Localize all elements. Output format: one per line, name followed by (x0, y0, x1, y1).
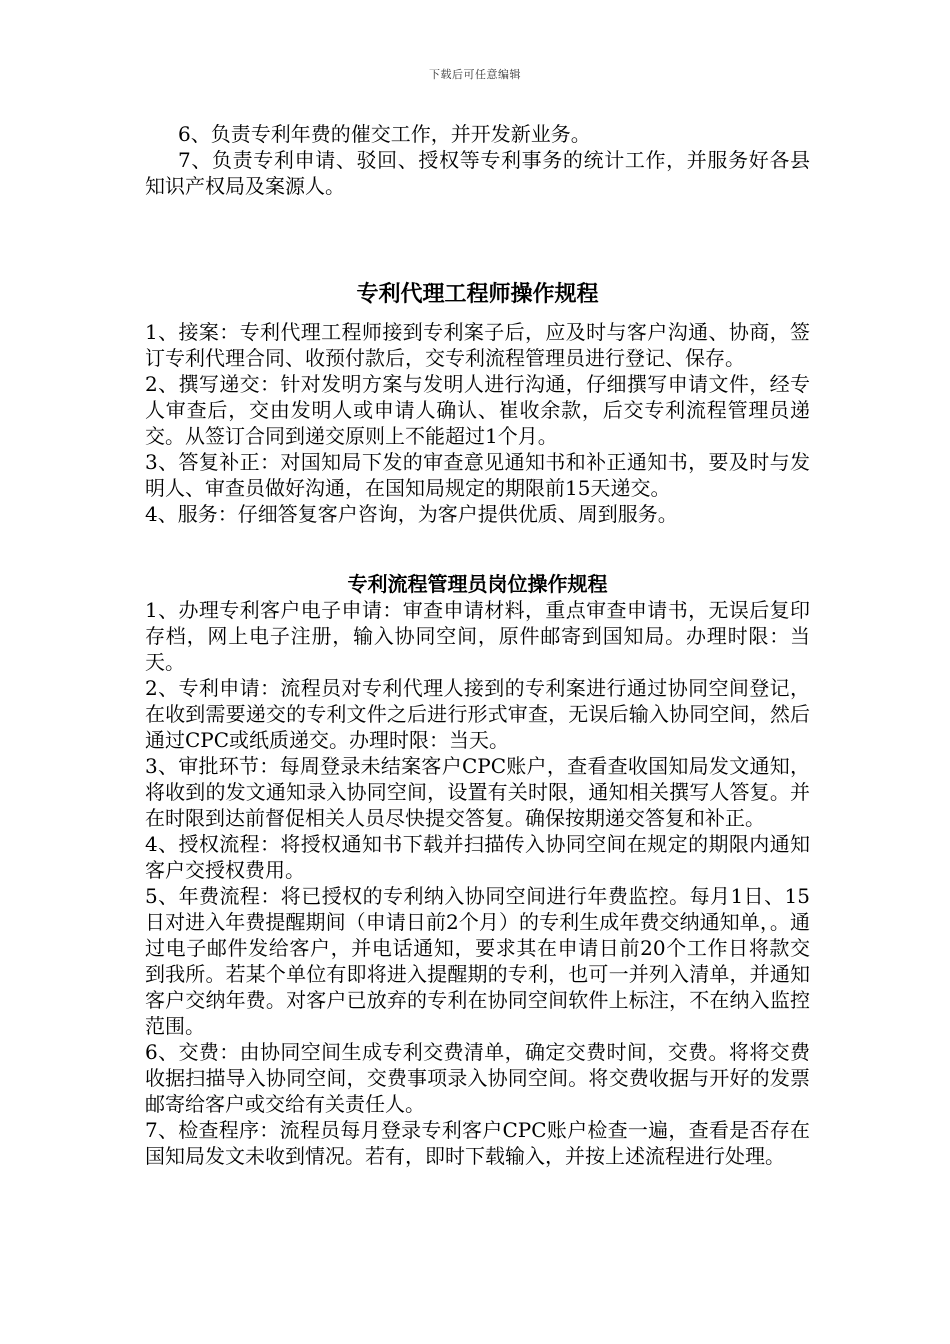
intro-item-7: 7、负责专利申请、驳回、授权等专利事务的统计工作，并服务好各县知识产权局及案源人。 (145, 148, 810, 198)
section2-item-4: 4、授权流程：将授权通知书下载并扫描传入协同空间在规定的期限内通知客户交授权费用。 (145, 832, 810, 882)
section1-item-3: 3、答复补正：对国知局下发的审查意见通知书和补正通知书，要及时与发明人、审查员做好沟通，在国知局规定的期限前15天递交。 (145, 450, 810, 500)
section2-item-6: 6、交费：由协同空间生成专利交费清单，确定交费时间，交费。将将交费收据扫描导入协同空间，交费事项录入协同空间。将交费收据与开好的发票邮寄给客户或交给有关责任人。 (145, 1040, 810, 1116)
section2-item-5: 5、年费流程：将已授权的专利纳入协同空间进行年费监控。每月1日、15日对进入年费提醒期间（申请日前2个月）的专利生成年费交纳通知单，。通过电子邮件发给客户，并电话通知，要求其在申请日前20个工作日将款交到我所。若某个单位有即将进入提醒期的专利，也可一并列入清单，并通知客户交纳年费。对客户已放弃的专利在协同空间软件上标注，不在纳入监控范围。 (145, 884, 810, 1038)
section2-item-3: 3、审批环节：每周登录未结案客户CPC账户，查看查收国知局发文通知，将收到的发文通知录入协同空间，设置有关时限，通知相关撰写人答复。并在时限到达前督促相关人员尽快提交答复。确保按期递交答复和补正。 (145, 754, 810, 830)
section2-item-7: 7、检查程序：流程员每月登录专利客户CPC账户检查一遍，查看是否存在国知局发文未收到情况。若有，即时下载输入，并按上述流程进行处理。 (145, 1118, 810, 1168)
section1-title: 专利代理工程师操作规程 (356, 282, 599, 307)
intro-item-6: 6、负责专利年费的催交工作，并开发新业务。 (178, 122, 591, 146)
header-note: 下载后可任意编辑 (429, 68, 521, 81)
section2-title: 专利流程管理员岗位操作规程 (347, 572, 608, 596)
section2-item-2: 2、专利申请：流程员对专利代理人接到的专利案进行通过协同空间登记，在收到需要递交的专利文件之后进行形式审查，无误后输入协同空间，然后通过CPC或纸质递交。办理时限：当天。 (145, 676, 810, 752)
document-body (145, 121, 810, 1169)
section1-item-2: 2、撰写递交：针对发明方案与发明人进行沟通，仔细撰写申请文件，经专人审查后，交由发明人或申请人确认、崔收余款，后交专利流程管理员递交。从签订合同到递交原则上不能超过1个月。 (145, 372, 810, 448)
section1-item-1: 1、接案：专利代理工程师接到专利案子后，应及时与客户沟通、协商，签订专利代理合同、收预付款后，交专利流程管理员进行登记、保存。 (145, 320, 810, 370)
section2-item-1: 1、办理专利客户电子申请：审查申请材料，重点审查申请书，无误后复印存档，网上电子注册，输入协同空间，原件邮寄到国知局。办理时限：当天。 (145, 598, 810, 674)
section1-item-4: 4、服务：仔细答复客户咨询，为客户提供优质、周到服务。 (145, 502, 678, 526)
